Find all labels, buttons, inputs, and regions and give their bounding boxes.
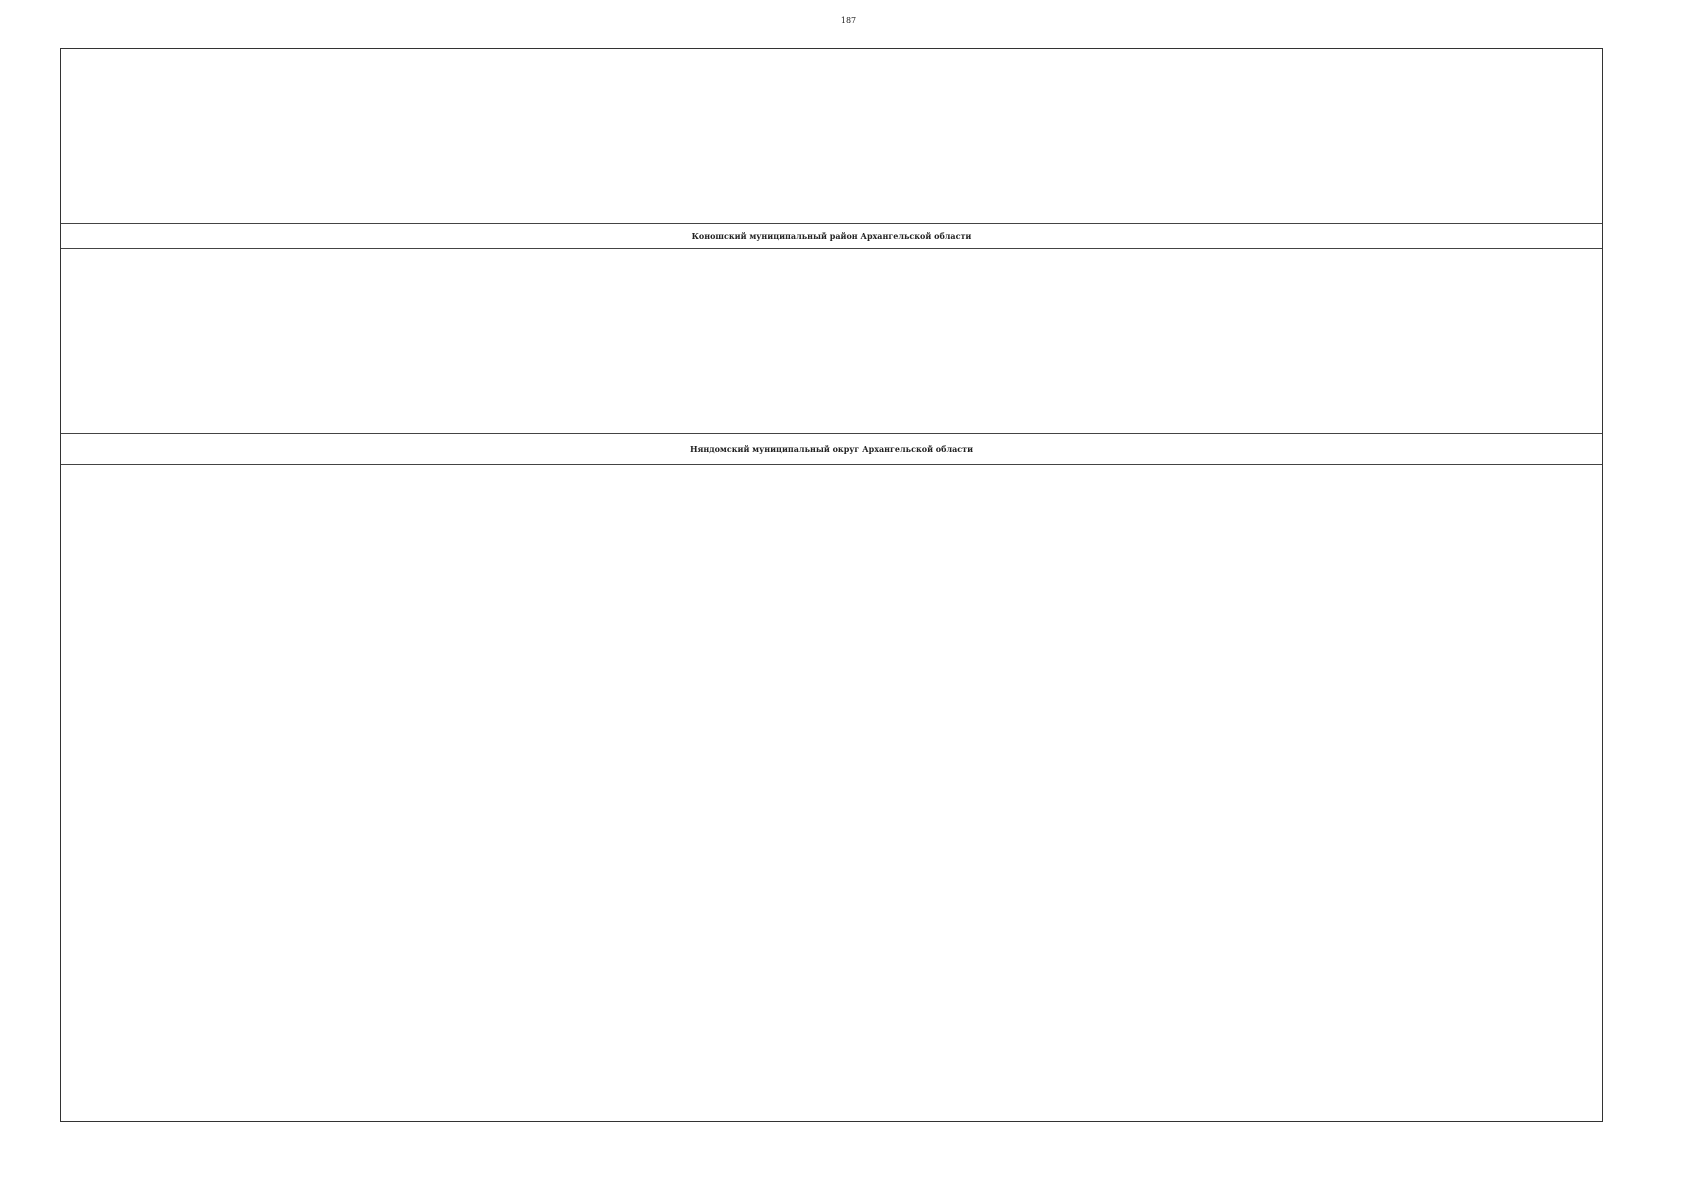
repair-plan-table: [60, 48, 1603, 1122]
section-header: [61, 433, 1602, 465]
page-number: 187: [840, 16, 857, 25]
section-title: Коношский муниципальный район Архангельской области: [691, 231, 972, 241]
section-title: Няндомский муниципальный округ Архангельской области: [689, 444, 974, 454]
section-header: [61, 223, 1602, 249]
